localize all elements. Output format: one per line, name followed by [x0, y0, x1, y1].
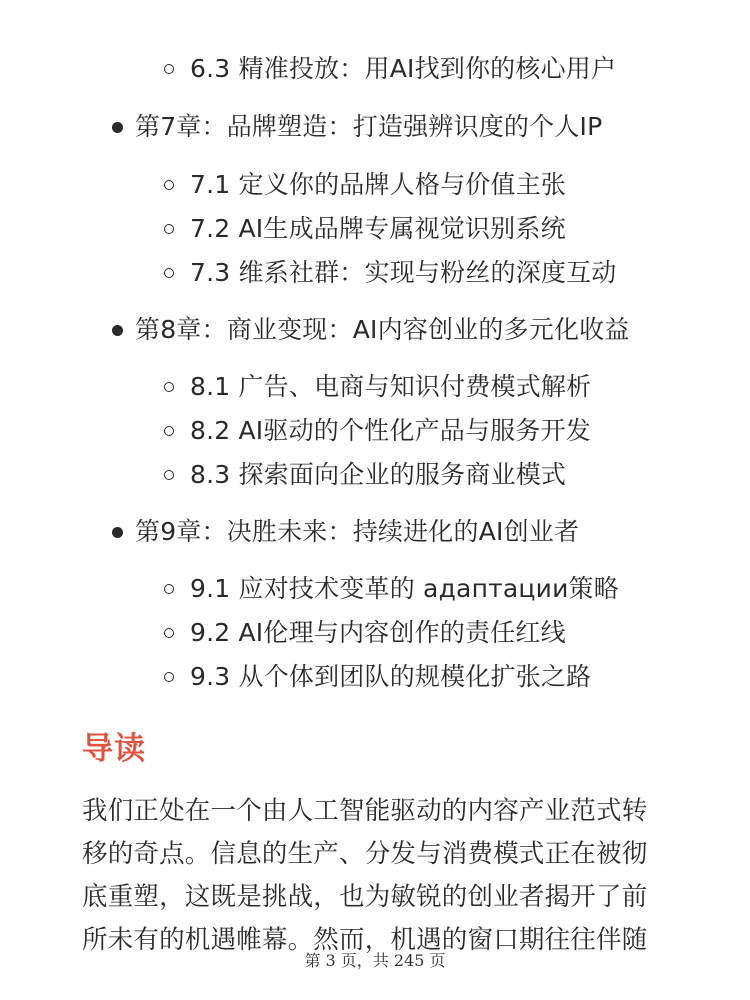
toc-item-9-1: [164, 572, 619, 606]
toc-item-8-1: [164, 370, 591, 404]
disc-bullet-icon: [112, 527, 123, 538]
toc-chapter-9: [112, 515, 579, 549]
toc-item-text: 7.3 维系社群：实现与粉丝的深度互动: [190, 258, 617, 287]
page-number-footer: 第 3 页，共 245 页: [304, 951, 446, 970]
paragraph-line: 移的奇点。信息的生产、分发与消费模式正在被彻: [82, 839, 648, 869]
toc-item-text: 7.2 AI生成品牌专属视觉识别系统: [190, 214, 566, 243]
toc-item-text: 9.3 从个体到团队的规模化扩张之路: [190, 662, 592, 691]
toc-item-9-3: [164, 660, 591, 694]
toc-chapter-8: [112, 313, 630, 347]
toc-item-7-3: [164, 256, 617, 290]
circle-bullet-icon: [164, 672, 174, 682]
circle-bullet-icon: [164, 426, 174, 436]
toc-item-text: 8.1 广告、电商与知识付费模式解析: [190, 372, 592, 401]
toc-item-text: 6.3 精准投放：用AI找到你的核心用户: [190, 54, 617, 83]
toc-item-text: 8.3 探索面向企业的服务商业模式: [190, 460, 567, 489]
toc-item-7-2: [164, 212, 566, 246]
toc-item-text: 9.2 AI伦理与内容创作的责任红线: [190, 618, 566, 647]
paragraph-line: 底重塑，这既是挑战，也为敏锐的创业者揭开了前: [82, 882, 648, 912]
toc-item-text: 9.1 应对技术变革的 адаптации策略: [190, 574, 619, 603]
intro-paragraph: [82, 790, 672, 962]
disc-bullet-icon: [112, 122, 123, 133]
toc-item-6-3: [164, 52, 616, 86]
toc-chapter-text: 第9章：决胜未来：持续进化的AI创业者: [135, 517, 580, 546]
circle-bullet-icon: [164, 64, 174, 74]
toc-chapter-text: 第8章：商业变现：AI内容创业的多元化收益: [135, 315, 630, 344]
circle-bullet-icon: [164, 224, 174, 234]
toc-item-text: 7.1 定义你的品牌人格与价值主张: [190, 170, 567, 199]
paragraph-line: 所未有的机遇帷幕。然而，机遇的窗口期往往伴随: [82, 925, 648, 955]
toc-item-8-2: [164, 414, 591, 448]
disc-bullet-icon: [112, 325, 123, 336]
toc-item-7-1: [164, 168, 566, 202]
toc-item-8-3: [164, 458, 566, 492]
circle-bullet-icon: [164, 470, 174, 480]
circle-bullet-icon: [164, 382, 174, 392]
toc-item-9-2: [164, 616, 566, 650]
toc-item-text: 8.2 AI驱动的个性化产品与服务开发: [190, 416, 591, 445]
circle-bullet-icon: [164, 628, 174, 638]
paragraph-line: 我们正处在一个由人工智能驱动的内容产业范式转: [82, 796, 648, 826]
intro-heading: 导读: [82, 731, 146, 767]
circle-bullet-icon: [164, 180, 174, 190]
toc-chapter-text: 第7章：品牌塑造：打造强辨识度的个人IP: [135, 112, 603, 141]
toc-chapter-7: [112, 110, 602, 144]
circle-bullet-icon: [164, 268, 174, 278]
circle-bullet-icon: [164, 584, 174, 594]
